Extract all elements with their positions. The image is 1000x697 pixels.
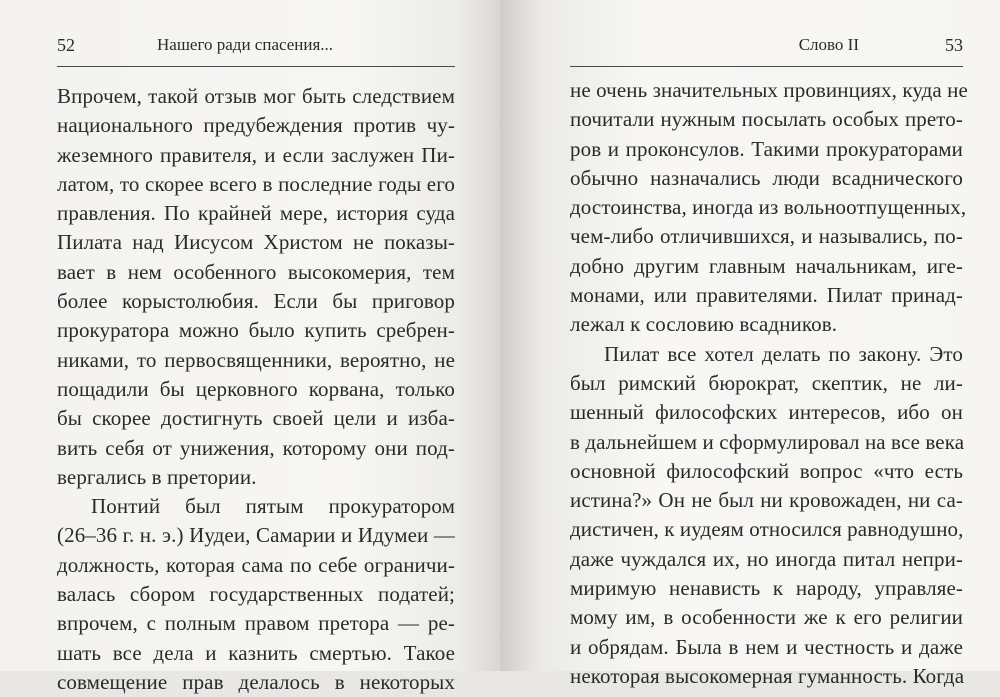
text-line: пощадили бы церковного корвана, только (57, 376, 455, 401)
text-line: и обрядам. Была в нем и честность и даже (570, 634, 963, 659)
text-line: латом, то скорее всего в последние годы его (57, 171, 455, 196)
text-line: более корыстолюбия. Если бы приговор (57, 289, 455, 314)
text-line: добно другим главным начальникам, иге- (570, 253, 963, 278)
text-line: не очень значительных провинциях, куда не (570, 78, 968, 102)
right-page-body (570, 76, 968, 691)
text-line: Пилата над Иисусом Христом не показы- (57, 230, 455, 255)
text-line: Пилат все хотел делать по закону. Это (604, 341, 963, 366)
text-line: вергались в претории. (57, 464, 257, 489)
text-line: должность, которая сама по себе ограничи- (57, 552, 455, 577)
left-page-header (57, 30, 455, 60)
text-line: обычно назначались люди всаднического (570, 165, 963, 190)
text-line: монами, или правителями. Пилат принад- (570, 283, 963, 308)
text-line: совмещение прав делалось в некоторых (57, 669, 455, 694)
text-line: шать все дела и казнить смертью. Такое (57, 640, 455, 665)
text-line: в дальнейшем и сформулировал на все века (570, 429, 965, 454)
text-line: лежал к сословию всадников. (570, 312, 838, 337)
text-line: истина?» Он не был ни кровожаден, ни са- (570, 488, 963, 513)
text-line: никами, то первосвященники, вероятно, не (57, 347, 455, 372)
text-line: (26–36 г. н. э.) Иудеи, Самарии и Идумеи — (57, 523, 455, 548)
left-page (0, 0, 500, 694)
text-line: вить себя от унижения, которому они под- (57, 435, 455, 460)
header-rule (570, 66, 963, 67)
text-line: мому им, в особенности же к его религии (570, 605, 963, 630)
text-line: национального предубеждения против чу- (57, 113, 455, 138)
text-line: был римский бюрократ, скептик, не ли- (570, 370, 963, 395)
text-line: даже чуждался их, но иногда питал непри- (570, 546, 963, 571)
page-number: 52 (57, 35, 75, 55)
right-page-header (570, 30, 963, 60)
text-line: некоторая высокомерная гуманность. Когда (570, 663, 965, 688)
text-line: почитали нужным посылать особых прето- (570, 107, 963, 132)
running-title: Слово II (798, 35, 859, 54)
text-line: вает в нем особенного высокомерия, тем (57, 259, 455, 284)
text-line: ров и проконсулов. Такими прокураторами (570, 136, 963, 161)
text-line: правления. По крайней мере, история суда (57, 201, 455, 226)
text-line: жеземного правителя, и если заслужен Пи- (57, 142, 455, 167)
header-rule (57, 66, 455, 67)
text-line: впрочем, с полным правом претора — ре- (57, 611, 455, 636)
text-line: бы скорее достигнуть своей цели и изба- (57, 406, 455, 431)
text-line: достоинства, иногда из вольноотпущенных, (570, 195, 967, 220)
text-line: миримую ненависть к народу, управляе- (570, 576, 963, 601)
text-line: шенный философских интересов, ибо он (570, 400, 963, 425)
text-line: Впрочем, такой отзыв мог быть следствием (57, 84, 455, 108)
page-number: 53 (945, 35, 963, 55)
text-line: чем-либо отличившихся, и назывались, по- (570, 224, 963, 249)
text-line: дистичен, к иудеям относился равнодушно, (570, 517, 964, 542)
running-title: Нашего ради спасения... (157, 35, 334, 54)
text-line: прокуратора можно было купить сребрен- (57, 318, 455, 343)
text-line: Понтий был пятым прокуратором (91, 494, 455, 519)
left-page-body (57, 82, 455, 697)
right-page (500, 0, 1000, 688)
text-line: основной философский вопрос «что есть (570, 458, 963, 483)
text-line: валась сбором государственных податей; (57, 582, 455, 607)
